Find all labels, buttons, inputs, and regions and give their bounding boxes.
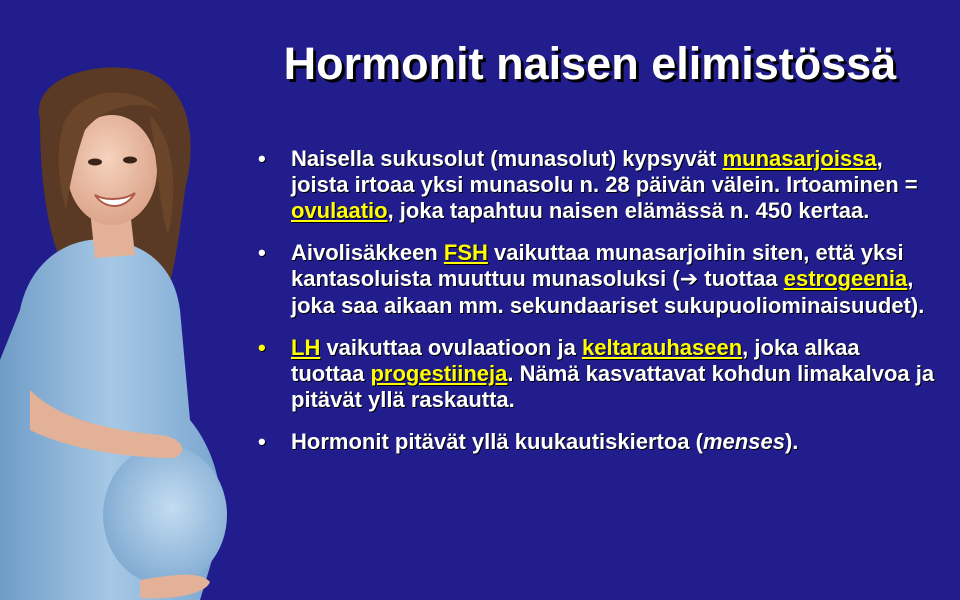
- bullet-text: vaikuttaa munasarjoihin siten, että yksi kantasoluista muuttuu munasoluksi (: [291, 240, 904, 291]
- bullet-list: [258, 146, 938, 471]
- keyword-munasarjoissa: munasarjoissa: [722, 146, 877, 171]
- bullet-text: Hormonit pitävät yllä kuukautiskiertoa (: [291, 429, 703, 454]
- keyword-progestiineja: progestiineja: [370, 361, 508, 386]
- keyword-ovulaatio: ovulaatio: [291, 198, 388, 223]
- bullet-item-menses: [258, 429, 938, 455]
- bullet-text: , joista irtoaa yksi munasolu n. 28 päivän välein. Irtoaminen =: [291, 146, 918, 197]
- slide-title: Hormonit naisen elimistössä: [283, 38, 897, 89]
- bullet-text: Naisella sukusolut (munasolut) kypsyvät: [291, 146, 723, 171]
- keyword-estrogeenia: estrogeenia: [783, 266, 908, 291]
- bullet-dot: •: [258, 335, 266, 360]
- keyword-fsh: FSH: [443, 240, 488, 265]
- pregnant-woman-photo: [0, 60, 250, 600]
- bullet-item-ovaries: [258, 146, 938, 224]
- bullet-text: . Nämä kasvattavat kohdun limakalvoa ja pitävät yllä raskautta.: [291, 361, 935, 412]
- italic-menses: menses: [702, 429, 785, 454]
- bullet-text: , joka alkaa tuottaa: [291, 335, 860, 386]
- keyword-keltarauhaseen: keltarauhaseen: [581, 335, 743, 360]
- arrow-right-icon: ➔: [679, 267, 699, 292]
- bullet-text: Aivolisäkkeen: [291, 240, 444, 265]
- keyword-lh: LH: [291, 335, 321, 360]
- bullet-item-fsh: [258, 240, 938, 319]
- bullet-text: , joka tapahtuu naisen elämässä n. 450 kertaa.: [387, 198, 870, 223]
- bullet-text: , joka saa aikaan mm. sekundaariset sukupuoliominaisuudet).: [291, 266, 925, 318]
- bullet-item-lh: [258, 335, 938, 413]
- bullet-text: vaikuttaa ovulaatioon ja: [320, 335, 582, 360]
- bullet-dot: •: [258, 240, 266, 265]
- bullet-dot: •: [258, 429, 266, 454]
- bullet-dot: •: [258, 146, 266, 171]
- bullet-text: ).: [784, 429, 799, 454]
- bullet-text: tuottaa: [698, 266, 784, 291]
